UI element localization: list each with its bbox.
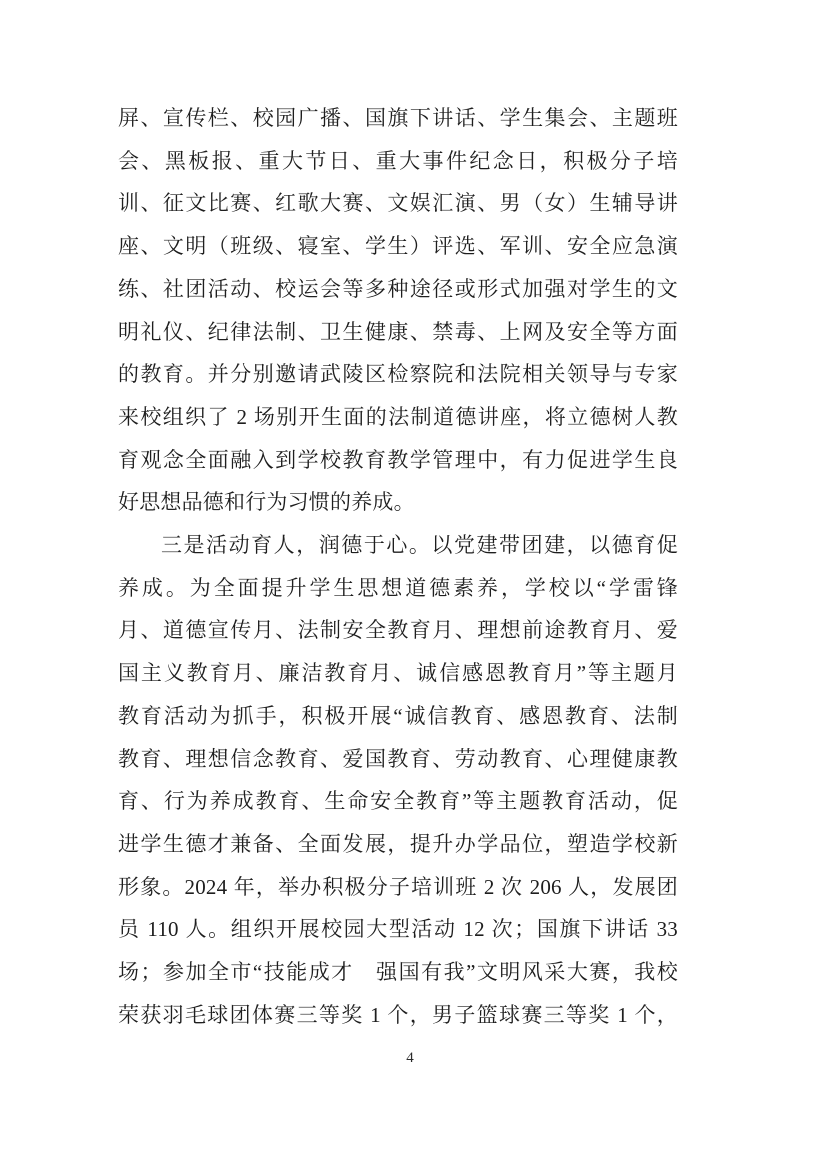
text-line: 月、道德宣传月、法制安全教育月、理想前途教育月、爱 [118,618,678,643]
text-line: 养成。为全面提升学生思想道德素养，学校以“学雷锋 [118,575,678,600]
text-line: 育观念全面融入到学校教育教学管理中，有力促进学生良 [118,447,678,472]
text-line: 教育活动为抓手，积极开展“诚信教育、感恩教育、法制 [118,703,678,728]
document-lines [118,97,678,1036]
text-line: 国主义教育月、廉洁教育月、诚信感恩教育月”等主题月 [118,661,678,686]
text-line: 练、社团活动、校运会等多种途径或形式加强对学生的文 [118,276,678,301]
page-number: 4 [406,1050,414,1066]
text-line: 训、征文比赛、红歌大赛、文娱汇演、男（女）生辅导讲 [118,191,678,216]
text-line: 进学生德才兼备、全面发展，提升办学品位，塑造学校新 [118,831,678,856]
text-line: 的教育。并分别邀请武陵区检察院和法院相关领导与专家 [118,362,678,387]
text-line: 场；参加全市“技能成才 强国有我”文明风采大赛，我校 [118,960,678,985]
text-line: 屏、宣传栏、校园广播、国旗下讲话、学生集会、主题班 [118,106,678,130]
text-line: 来校组织了 2 场别开生面的法制道德讲座，将立德树人教 [118,404,678,429]
text-line: 座、文明（班级、寝室、学生）评选、军训、安全应急演 [118,234,678,259]
text-line: 员 110 人。组织开展校园大型活动 12 次；国旗下讲话 33 [118,917,678,942]
text-line: 育、行为养成教育、生命安全教育”等主题教育活动，促 [118,789,678,814]
text-line: 三是活动育人，润德于心。以党建带团建，以德育促 [161,533,678,558]
text-line: 教育、理想信念教育、爱国教育、劳动教育、心理健康教 [118,746,678,771]
text-line: 荣获羽毛球团体赛三等奖 1 个，男子篮球赛三等奖 1 个， [118,1002,678,1027]
text-line: 形象。2024 年，举办积极分子培训班 2 次 206 人，发展团 [118,874,678,899]
text-line: 好思想品德和行为习惯的养成。 [118,490,415,515]
text-line: 明礼仪、纪律法制、卫生健康、禁毒、上网及安全等方面 [118,319,678,344]
text-line: 会、黑板报、重大节日、重大事件纪念日，积极分子培 [118,148,678,173]
